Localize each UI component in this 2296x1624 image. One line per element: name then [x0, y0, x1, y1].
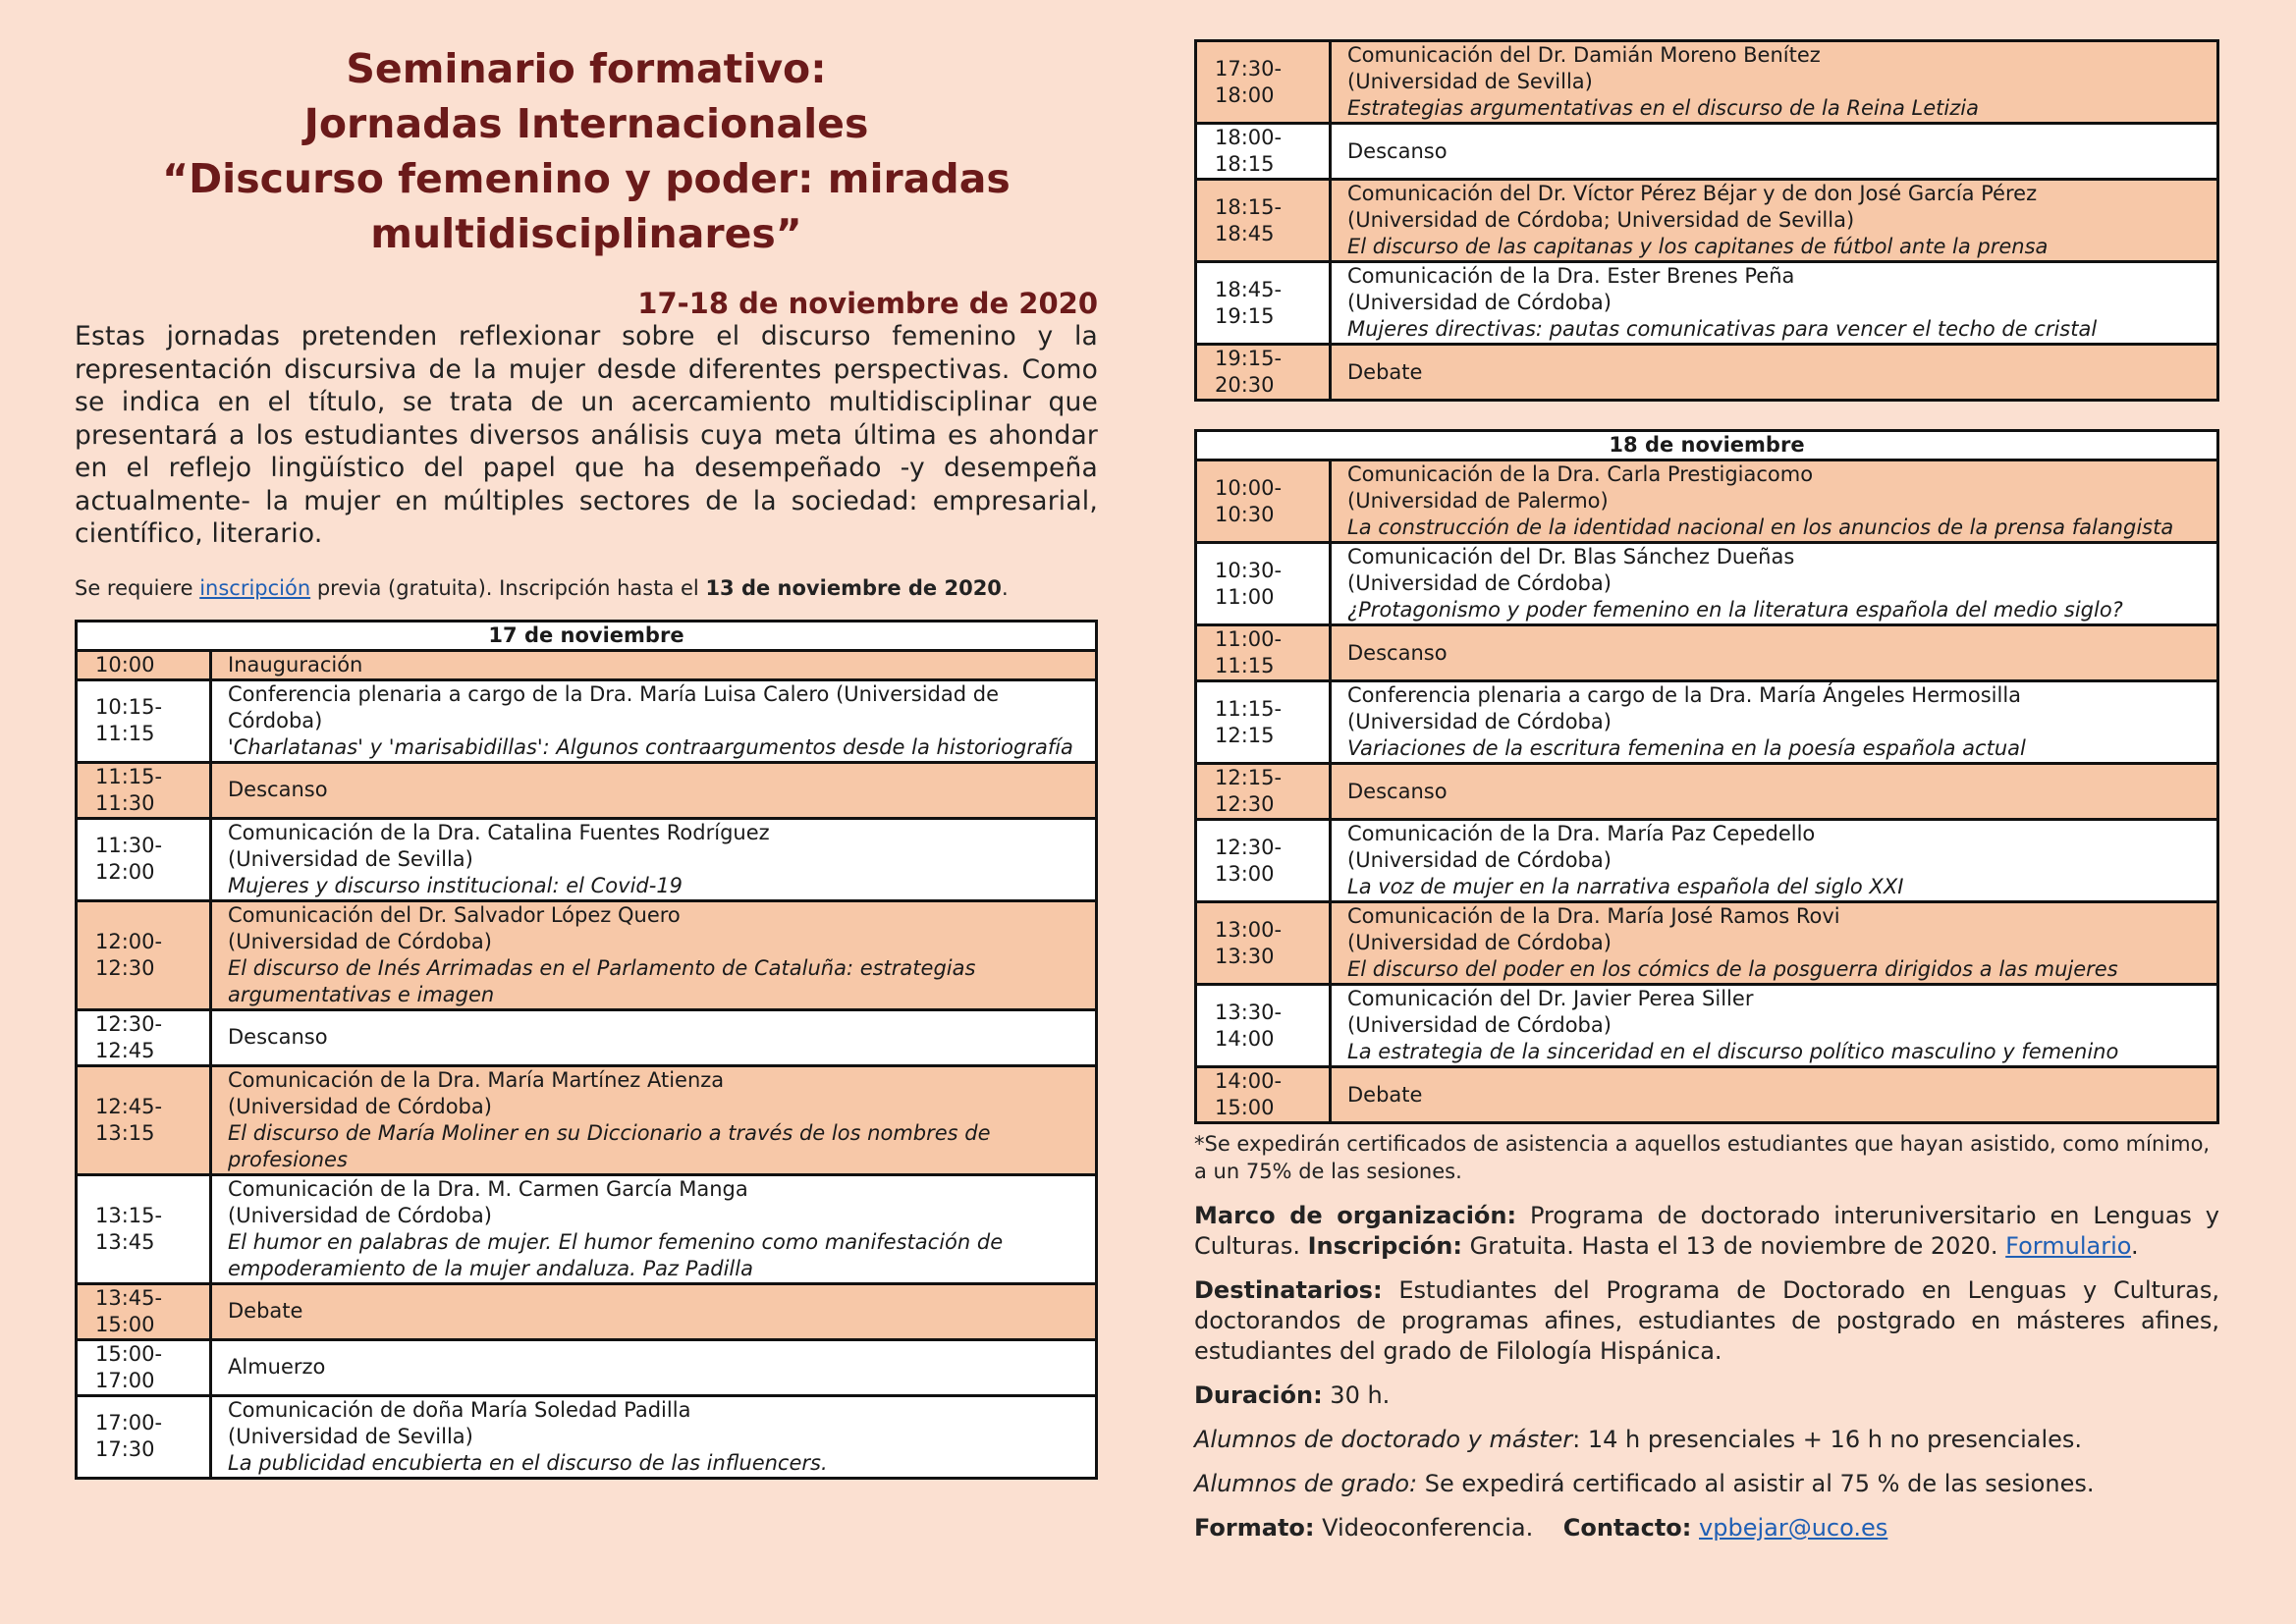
- table-header: 17 de noviembre: [77, 621, 1097, 650]
- duracion-label: Duración:: [1194, 1381, 1323, 1409]
- session-time-line: 17:00-: [95, 1411, 163, 1435]
- session-line: Comunicación de la Dra. M. Carmen García Manga: [228, 1176, 748, 1201]
- day1-table-wrap: [75, 620, 1098, 1480]
- schedule-row: [77, 762, 1097, 818]
- session-line: Descanso: [228, 1025, 328, 1049]
- req-deadline: 13 de noviembre de 2020: [705, 575, 1002, 600]
- schedule-row: [1196, 1067, 2218, 1123]
- destinatarios-text: Estudiantes del Programa de Doctorado en Lenguas y Culturas, doctorandos de programas afines, estudiantes de postgrado en másteres afines, estudiantes del grado de Filología Hispánica.: [1194, 1276, 2219, 1365]
- session-line: (Universidad de Sevilla): [1347, 70, 1593, 93]
- session-line: Descanso: [1347, 640, 1448, 665]
- session-time-line: 18:00: [1215, 82, 1275, 107]
- session-time-line: 12:30: [1215, 792, 1275, 816]
- session-time: [77, 1395, 211, 1478]
- session-line: Descanso: [228, 778, 328, 801]
- schedule-table-day1-cont: [1194, 39, 2219, 402]
- session-time-line: 20:30: [1215, 373, 1275, 397]
- session-time-line: 12:30: [95, 955, 155, 980]
- session-time: [77, 679, 211, 762]
- schedule-row: [1196, 41, 2218, 124]
- session-title: La construcción de la identidad nacional en los anuncios de la prensa falangista: [1347, 515, 2174, 539]
- session-description: [211, 1339, 1097, 1395]
- destinatarios-label: Destinatarios:: [1194, 1276, 1383, 1304]
- session-time-line: 13:30: [1215, 944, 1275, 968]
- session-time: [1196, 345, 1331, 401]
- session-time-line: 18:45-: [1215, 277, 1283, 301]
- session-description: [211, 1283, 1097, 1339]
- session-description: [211, 818, 1097, 900]
- session-line: (Universidad de Córdoba): [1347, 1013, 1612, 1037]
- session-time: [1196, 262, 1331, 345]
- session-time-line: 18:15-: [1215, 194, 1283, 219]
- schedule-row: [77, 650, 1097, 679]
- session-time-line: 12:00-: [95, 929, 163, 953]
- session-title: 'Charlatanas' y 'marisabidillas': Algunos contraargumentos desde la historiografía: [228, 734, 1073, 759]
- inscripcion-end: .: [2131, 1232, 2139, 1260]
- session-description: [211, 762, 1097, 818]
- session-time-line: 12:45-: [95, 1094, 163, 1118]
- session-title: El humor en palabras de mujer. El humor femenino como manifestación de empoderamiento de la mujer andaluza. Paz Padilla: [228, 1229, 1004, 1280]
- alumnos-doctorado-info: [1194, 1425, 2219, 1455]
- session-title: Mujeres directivas: pautas comunicativas para vencer el techo de cristal: [1347, 317, 2098, 341]
- session-time-line: 14:00-: [1215, 1069, 1283, 1093]
- session-time-line: 11:00: [1215, 584, 1275, 609]
- session-line: Debate: [1347, 1082, 1423, 1107]
- session-time-line: 12:30-: [1215, 835, 1283, 859]
- session-line: Comunicación del Dr. Víctor Pérez Béjar y de don José García Pérez: [1347, 182, 2038, 205]
- session-time-line: 12:15: [1215, 723, 1275, 747]
- session-time-line: 11:00-: [1215, 627, 1283, 651]
- session-time-line: 15:00: [1215, 1096, 1275, 1119]
- session-time-line: 11:15: [95, 722, 155, 745]
- session-title: El discurso de las capitanas y los capitanes de fútbol ante la prensa: [1347, 235, 2049, 258]
- session-description: [1331, 41, 2218, 124]
- session-time-line: 18:15: [1215, 152, 1275, 176]
- duracion-info: [1194, 1380, 2219, 1411]
- session-line: Comunicación de la Dra. María Paz Cepedello: [1347, 822, 1816, 845]
- session-line: Comunicación del Dr. Blas Sánchez Dueñas: [1347, 545, 1795, 568]
- session-line: (Universidad de Córdoba): [228, 1203, 492, 1227]
- title-line-3: “Discurso femenino y poder: miradas: [162, 155, 1011, 202]
- session-time-line: 11:15-: [1215, 696, 1283, 721]
- session-time-line: 12:30-: [95, 1011, 163, 1036]
- session-time-line: 10:00-: [1215, 475, 1283, 500]
- session-description: [1331, 543, 2218, 625]
- session-description: [1331, 460, 2218, 543]
- session-title: El discurso de Inés Arrimadas en el Parlamento de Cataluña: estrategias argumentativas e imagen: [228, 955, 976, 1006]
- registration-note: [75, 576, 1098, 600]
- formulario-link[interactable]: Formulario: [2005, 1232, 2132, 1260]
- schedule-row: [77, 1395, 1097, 1478]
- session-description: [1331, 1067, 2218, 1123]
- session-line: (Universidad de Córdoba): [228, 1094, 492, 1118]
- alumnos-doctorado-label: Alumnos de doctorado y máster: [1194, 1426, 1573, 1453]
- right-column: [1194, 0, 2219, 1543]
- session-time: [1196, 625, 1331, 681]
- session-line: (Universidad de Córdoba): [228, 929, 492, 953]
- session-time: [77, 762, 211, 818]
- contacto-email-link[interactable]: vpbejar@uco.es: [1699, 1514, 1888, 1542]
- session-description: [1331, 902, 2218, 985]
- session-time: [1196, 820, 1331, 902]
- session-description: [1331, 262, 2218, 345]
- schedule-row: [1196, 985, 2218, 1067]
- session-line: Comunicación de la Dra. Carla Prestigiacomo: [1347, 462, 1814, 486]
- session-line: (Universidad de Córdoba): [1347, 710, 1612, 733]
- title-line-1: Seminario formativo:: [346, 45, 827, 92]
- session-line: Comunicación del Dr. Salvador López Quero: [228, 902, 681, 927]
- session-time: [77, 1065, 211, 1174]
- session-line: Inauguración: [228, 652, 363, 677]
- schedule-row: [77, 1174, 1097, 1283]
- session-title: El discurso del poder en los cómics de la posguerra dirigidos a las mujeres: [1347, 957, 2118, 981]
- schedule-row: [77, 1009, 1097, 1065]
- schedule-row: [77, 818, 1097, 900]
- session-line: Comunicación del Dr. Damián Moreno Benítez: [1347, 43, 1821, 67]
- session-time-line: 13:00-: [1215, 917, 1283, 942]
- day1b-table-wrap: [1194, 39, 2219, 402]
- session-time-line: 12:15-: [1215, 766, 1283, 789]
- session-title: El discurso de María Moliner en su Diccionario a través de los nombres de profesiones: [228, 1120, 991, 1171]
- session-line: Descanso: [1347, 138, 1448, 163]
- session-description: [211, 1009, 1097, 1065]
- session-time-line: 10:30: [1215, 502, 1275, 526]
- session-description: [211, 1174, 1097, 1283]
- schedule-row: [1196, 460, 2218, 543]
- session-line: Comunicación del Dr. Javier Perea Siller: [1347, 987, 1754, 1010]
- session-line: Conferencia plenaria a cargo de la Dra. María Ángeles Hermosilla: [1347, 683, 2022, 707]
- session-line: (Universidad de Sevilla): [228, 846, 473, 871]
- session-time: [1196, 41, 1331, 124]
- session-time-line: 11:30: [95, 790, 155, 815]
- session-time: [77, 1283, 211, 1339]
- session-time-line: 18:00-: [1215, 126, 1283, 149]
- schedule-row: [1196, 764, 2218, 820]
- session-time-line: 13:15-: [95, 1203, 163, 1227]
- session-time-line: 11:15: [1215, 654, 1275, 677]
- session-time-line: 15:00: [95, 1312, 155, 1336]
- session-time-line: 10:00: [95, 652, 155, 677]
- session-line: Conferencia plenaria a cargo de la Dra. María Luisa Calero (Universidad de Córdoba): [228, 681, 999, 732]
- schedule-row: [77, 1283, 1097, 1339]
- session-description: [211, 900, 1097, 1009]
- session-line: Comunicación de la Dra. Ester Brenes Peña: [1347, 264, 1795, 288]
- session-line: (Universidad de Córdoba): [1347, 291, 1612, 314]
- session-time-line: 13:45: [95, 1229, 155, 1254]
- session-time-line: 11:30-: [95, 834, 163, 857]
- session-title: ¿Protagonismo y poder femenino en la literatura española del medio siglo?: [1347, 598, 2123, 622]
- event-dates: 17-18 de noviembre de 2020: [637, 287, 1098, 320]
- session-time-line: 17:00: [95, 1368, 155, 1392]
- session-time: [1196, 681, 1331, 764]
- session-time-line: 12:00: [95, 860, 155, 884]
- session-time-line: 19:15-: [1215, 347, 1283, 370]
- formato-label: Formato:: [1194, 1514, 1315, 1542]
- session-description: [211, 1395, 1097, 1478]
- schedule-row: [1196, 345, 2218, 401]
- duracion-text: 30 h.: [1322, 1381, 1391, 1409]
- session-time: [77, 650, 211, 679]
- session-line: (Universidad de Córdoba): [1347, 931, 1612, 954]
- contacto-label: Contacto:: [1562, 1514, 1692, 1542]
- session-line: Almuerzo: [228, 1355, 326, 1379]
- schedule-row: [1196, 180, 2218, 262]
- marco-label: Marco de organización:: [1194, 1202, 1517, 1229]
- session-title: La publicidad encubierta en el discurso de las influencers.: [228, 1450, 828, 1475]
- title-line-2: Jornadas Internacionales: [303, 100, 869, 147]
- schedule-row: [1196, 681, 2218, 764]
- session-time-line: 10:15-: [95, 695, 163, 719]
- alumnos-grado-info: [1194, 1469, 2219, 1499]
- session-title: Mujeres y discurso institucional: el Covid-19: [228, 873, 683, 897]
- alumnos-grado-label: Alumnos de grado:: [1194, 1470, 1418, 1497]
- session-time: [1196, 460, 1331, 543]
- session-time-line: 18:45: [1215, 221, 1275, 245]
- schedule-table-day2: [1194, 429, 2219, 1124]
- session-line: (Universidad de Córdoba): [1347, 571, 1612, 595]
- session-time: [1196, 180, 1331, 262]
- session-time: [1196, 764, 1331, 820]
- req-end: .: [1001, 575, 1009, 600]
- session-description: [1331, 124, 2218, 180]
- session-time: [77, 900, 211, 1009]
- session-description: [1331, 820, 2218, 902]
- session-line: Comunicación de la Dra. María Martínez Atienza: [228, 1067, 725, 1092]
- session-description: [1331, 625, 2218, 681]
- session-line: (Universidad de Córdoba; Universidad de Sevilla): [1347, 208, 1855, 232]
- schedule-row: [77, 679, 1097, 762]
- session-time: [77, 1174, 211, 1283]
- session-time-line: 17:30: [95, 1437, 155, 1461]
- session-description: [1331, 681, 2218, 764]
- inscripcion-text: Gratuita. Hasta el 13 de noviembre de 2020.: [1462, 1232, 2006, 1260]
- session-time-line: 12:45: [95, 1038, 155, 1062]
- session-line: Debate: [228, 1299, 303, 1323]
- session-time: [1196, 985, 1331, 1067]
- formato-contacto-info: [1194, 1513, 2219, 1543]
- session-line: Comunicación de la Dra. María José Ramos Rovi: [1347, 904, 1840, 928]
- organization-info: [1194, 1201, 2219, 1262]
- schedule-row: [1196, 625, 2218, 681]
- schedule-row: [77, 900, 1097, 1009]
- destinatarios-info: [1194, 1275, 2219, 1367]
- session-title: Estrategias argumentativas en el discurso de la Reina Letizia: [1347, 96, 1979, 120]
- page-title: [75, 41, 1098, 261]
- session-time: [77, 818, 211, 900]
- session-time-line: 14:00: [1215, 1026, 1275, 1051]
- schedule-row: [1196, 124, 2218, 180]
- session-time-line: 17:30-: [1215, 56, 1283, 81]
- session-description: [211, 650, 1097, 679]
- session-time-line: 10:30-: [1215, 558, 1283, 582]
- session-line: Debate: [1347, 359, 1423, 384]
- session-time: [1196, 124, 1331, 180]
- session-time: [77, 1339, 211, 1395]
- left-column: [75, 0, 1098, 1480]
- table-header-row: [77, 621, 1097, 650]
- session-description: [211, 679, 1097, 762]
- table-header-row: [1196, 431, 2218, 460]
- req-mid: previa (gratuita). Inscripción hasta el: [310, 575, 706, 600]
- session-line: Comunicación de la Dra. Catalina Fuentes Rodríguez: [228, 820, 770, 844]
- day2-table-wrap: [1194, 429, 2219, 1124]
- session-time: [77, 1009, 211, 1065]
- session-time-line: 13:00: [1215, 861, 1275, 886]
- session-time: [1196, 1067, 1331, 1123]
- schedule-row: [1196, 262, 2218, 345]
- session-line: (Universidad de Palermo): [1347, 489, 1609, 513]
- marco-text: Programa de doctorado interuniversitario en Lenguas y Culturas.: [1194, 1202, 2219, 1260]
- session-description: [1331, 985, 2218, 1067]
- certificate-note: *Se expedirán certificados de asistencia a aquellos estudiantes que hayan asistido, como mínimo, a un 75% de las sesiones.: [1194, 1132, 2211, 1183]
- session-time-line: 13:15: [95, 1120, 155, 1145]
- session-title: La estrategia de la sinceridad en el discurso político masculino y femenino: [1347, 1040, 2119, 1063]
- formato-text: Videoconferencia.: [1314, 1514, 1534, 1542]
- session-title: Variaciones de la escritura femenina en la poesía española actual: [1347, 736, 2026, 760]
- session-line: Descanso: [1347, 779, 1448, 803]
- schedule-row: [77, 1065, 1097, 1174]
- schedule-row: [1196, 902, 2218, 985]
- session-line: (Universidad de Sevilla): [228, 1424, 473, 1448]
- session-description: [1331, 345, 2218, 401]
- session-description: [1331, 764, 2218, 820]
- inscripcion-label: Inscripción:: [1307, 1232, 1462, 1260]
- session-time-line: 15:00-: [95, 1341, 163, 1366]
- session-time-line: 13:45-: [95, 1285, 163, 1310]
- alumnos-doctorado-text: : 14 h presenciales + 16 h no presenciales.: [1572, 1426, 2083, 1453]
- req-pre: Se requiere: [75, 575, 200, 600]
- session-time: [1196, 543, 1331, 625]
- session-description: [1331, 180, 2218, 262]
- schedule-row: [1196, 543, 2218, 625]
- session-time-line: 13:30-: [1215, 1000, 1283, 1024]
- title-line-4: multidisciplinares”: [370, 210, 802, 257]
- intro-paragraph: Estas jornadas pretenden reflexionar sobre el discurso femenino y la representación discursiva de la mujer desde diferentes perspectivas. Como se indica en el título, se trata de un acercamiento multidisciplinar que presentará a los estudiantes diversos análisis cuya meta última es ahondar en el reflejo lingüístico del papel que ha desempeñado -y desempeña actualmente- la mujer en múltiples sectores de la sociedad: empresarial, científico, literario.: [75, 321, 1098, 549]
- session-description: [211, 1065, 1097, 1174]
- schedule-table-day1: [75, 620, 1098, 1480]
- alumnos-grado-text: Se expedirá certificado al asistir al 75 % de las sesiones.: [1417, 1470, 2095, 1497]
- schedule-row: [77, 1339, 1097, 1395]
- schedule-row: [1196, 820, 2218, 902]
- session-time-line: 19:15: [1215, 303, 1275, 328]
- session-time-line: 11:15-: [95, 764, 163, 788]
- session-line: Comunicación de doña María Soledad Padilla: [228, 1397, 691, 1422]
- session-time: [1196, 902, 1331, 985]
- session-title: La voz de mujer en la narrativa española del siglo XXI: [1347, 875, 1904, 898]
- table-header: 18 de noviembre: [1196, 431, 2218, 460]
- session-line: (Universidad de Córdoba): [1347, 848, 1612, 872]
- inscripcion-link[interactable]: inscripción: [199, 575, 311, 600]
